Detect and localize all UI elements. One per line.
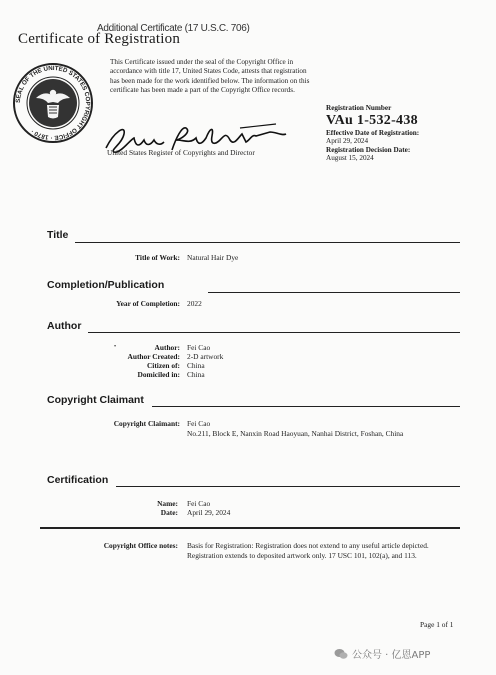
certification-date: April 29, 2024 (187, 508, 231, 517)
registration-number-label: Registration Number (326, 104, 392, 112)
notes-divider (40, 527, 460, 529)
author-value: Fei Cao (187, 343, 211, 352)
claimant-heading: Copyright Claimant (47, 394, 144, 406)
author-created-value: 2-D artwork (187, 352, 224, 361)
completion-rule (208, 292, 460, 293)
registration-number: VAu 1-532-438 (326, 112, 418, 128)
effective-date: April 29, 2024 (326, 137, 369, 145)
effective-date-label: Effective Date of Registration: (326, 128, 420, 137)
claimant-name: Fei Cao (187, 419, 211, 428)
claimant-rule (152, 406, 460, 407)
seal-text: SEAL OF THE UNITED STATES COPYRIGHT OFFICE · 1870 · (14, 64, 92, 142)
title-rule (75, 242, 460, 243)
author-rule (88, 332, 460, 333)
decision-date-label: Registration Decision Date: (326, 145, 411, 154)
completion-heading: Completion/Publication (47, 279, 165, 291)
copyright-office-notes-text: Basis for Registration: Registration does not extend to any useful article depicted. Registration extends to deposited artwork only. 17 USC 101, 102(a), and 113. (187, 541, 429, 560)
certification-date-label: Date: (160, 508, 178, 517)
title-heading: Title (47, 229, 69, 241)
certification-heading: Certification (47, 474, 109, 486)
certification-name-label: Name: (157, 499, 178, 508)
claimant-address: No.211, Block E, Nanxin Road Haoyuan, Nanhai District, Foshan, China (187, 429, 404, 438)
watermark: 公众号 · 亿恩APP (352, 650, 431, 661)
register-title: United States Register of Copyrights and Director (107, 148, 255, 157)
page-number: Page 1 of 1 (420, 620, 454, 629)
citizen-of-value: China (187, 361, 205, 370)
author-label: Author: (154, 343, 180, 352)
copyright-claimant-label: Copyright Claimant: (113, 419, 180, 428)
domiciled-in-label: Domiciled in: (137, 370, 180, 379)
copyright-office-seal (12, 62, 94, 144)
domiciled-in-value: China (187, 370, 205, 379)
certificate-intro-text: This Certificate issued under the seal of the Copyright Office in accordance with title 17, United States Code, attests that registration has been made for the work identified below. The information on this certificate has been made a part of the Copyright Office records. (110, 58, 310, 94)
registration-block (326, 104, 486, 163)
title-of-work-value: Natural Hair Dye (187, 253, 239, 262)
certification-rule (116, 486, 460, 487)
author-heading: Author (47, 320, 82, 332)
decision-date: August 15, 2024 (326, 154, 374, 162)
additional-certificate-note: Additional Certificate (17 U.S.C. 706) (97, 23, 250, 34)
title-of-work-label: Title of Work: (135, 253, 180, 262)
copyright-office-notes-label: Copyright Office notes: (103, 541, 178, 550)
citizen-of-label: Citizen of: (146, 361, 180, 370)
wechat-icon (334, 648, 348, 660)
certificate-title: Certificate of Registration (18, 31, 181, 47)
year-of-completion-value: 2022 (187, 299, 202, 308)
year-of-completion-label: Year of Completion: (116, 299, 180, 308)
certification-name: Fei Cao (187, 499, 211, 508)
bullet-mark: • (114, 344, 117, 350)
author-created-label: Author Created: (127, 352, 180, 361)
